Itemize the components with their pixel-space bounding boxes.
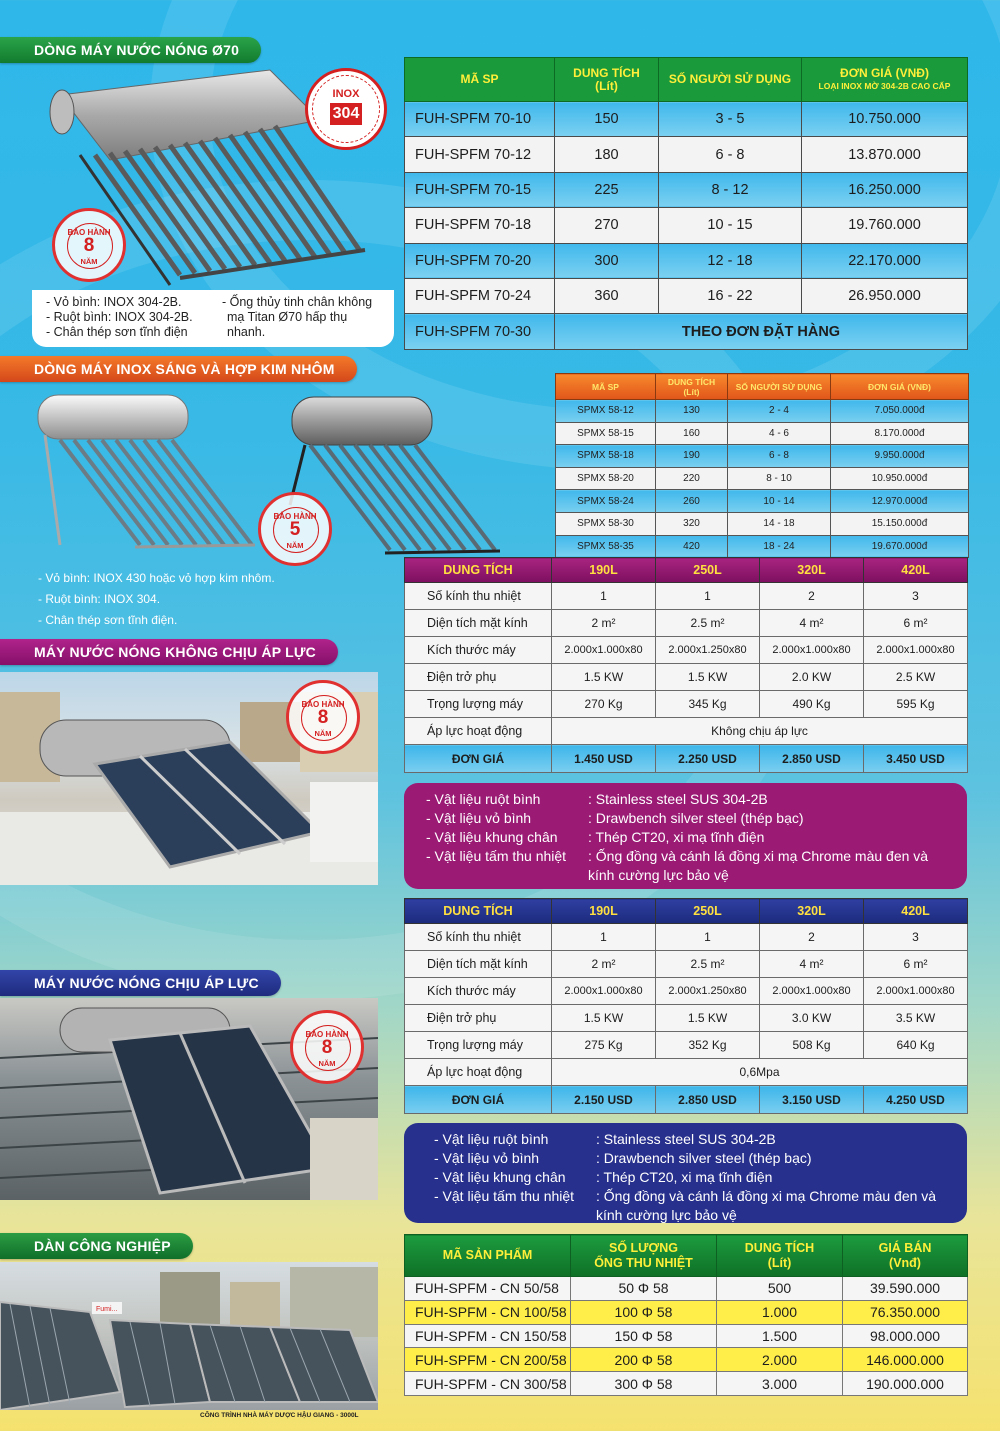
industrial-system-photo: [0, 1262, 378, 1410]
table-row: FUH-SPFM 70-20 300 12 - 18 22.170.000: [405, 243, 968, 278]
inox-304-badge: INOX 304: [305, 68, 387, 150]
materials-box-non-pressure: - Vật liệu ruột bình : Stainless steel SUS 304-2B - Vật liệu vỏ bình : Drawbench silver steel (thép bạc) - Vật liệu khung chân : Thép CT20, xi mạ tĩnh điện - Vật liệu tấm thu nhiệt : Ống đồng và cánh lá đồng xi mạ Chrome màu đen và kính cường lực bảo vệ: [404, 783, 967, 889]
table-row: Diện tích mặt kính 2 m² 2.5 m² 4 m² 6 m²: [405, 610, 968, 637]
table-row: FUH-SPFM 70-10 150 3 - 5 10.750.000: [405, 102, 968, 137]
col-header: 190L: [552, 558, 656, 583]
col-header: GIÁ BÁN (Vnđ): [843, 1235, 968, 1277]
price-table-o70: [404, 57, 968, 350]
col-header: 420L: [864, 558, 968, 583]
note-line: - Chân thép sơn tĩnh điện.: [38, 613, 178, 627]
spec-notes-inox: [38, 568, 275, 631]
note-line: mạ Titan Ø70 hấp thụ: [227, 310, 348, 324]
table-row: FUH-SPFM 70-12 180 6 - 8 13.870.000: [405, 137, 968, 172]
col-header: MÃ SP: [556, 374, 656, 400]
table-row: SPMX 58-20 220 8 - 10 10.950.000đ: [556, 467, 969, 490]
col-header: DUNG TÍCH (Lít): [656, 374, 728, 400]
table-row: Diện tích mặt kính 2 m² 2.5 m² 4 m² 6 m²: [405, 951, 968, 978]
section-banner-pressure: MÁY NƯỚC NÓNG CHỊU ÁP LỰC: [0, 970, 281, 996]
table-row: Số kính thu nhiệt 1 1 2 3: [405, 583, 968, 610]
col-header: 250L: [656, 899, 760, 924]
col-header: 250L: [656, 558, 760, 583]
note-line: - Ống thủy tinh chân không: [222, 295, 373, 309]
table-row: FUH-SPFM - CN 50/58 50 Φ 58 500 39.590.000: [405, 1277, 968, 1301]
table-row: Trọng lượng máy 275 Kg 352 Kg 508 Kg 640 Kg: [405, 1032, 968, 1059]
table-row: SPMX 58-15 160 4 - 6 8.170.000đ: [556, 422, 969, 445]
note-line: nhanh.: [227, 325, 266, 339]
table-row: FUH-SPFM 70-15 225 8 - 12 16.250.000: [405, 172, 968, 207]
materials-box-pressure: - Vật liệu ruột bình : Stainless steel SUS 304-2B - Vật liệu vỏ bình : Drawbench silver steel (thép bạc) - Vật liệu khung chân : Thép CT20, xi mạ tĩnh điện - Vật liệu tấm thu nhiệt : Ống đồng và cánh lá đồng xi mạ Chrome màu đen và kính cường lực bảo vệ: [404, 1123, 967, 1223]
col-header: MÃ SẢN PHẨM: [405, 1235, 571, 1277]
note-line: - Chân thép sơn tĩnh điện: [46, 325, 188, 339]
table-row: FUH-SPFM - CN 200/58 200 Φ 58 2.000 146.000.000: [405, 1348, 968, 1372]
table-row: Điện trở phụ 1.5 KW 1.5 KW 2.0 KW 2.5 KW: [405, 664, 968, 691]
photo-credit: CÔNG TRÌNH NHÀ MÁY DƯỢC HẬU GIANG - 3000L: [200, 1412, 359, 1419]
col-header: ĐƠN GIÁ (VNĐ) LOẠI INOX MỜ 304-2B CAO CẤP: [802, 58, 968, 102]
table-row: FUH-SPFM - CN 150/58 150 Φ 58 1.500 98.000.000: [405, 1324, 968, 1348]
sign-text: Fumi...: [96, 1306, 118, 1313]
note-line: - Vỏ bình: INOX 430 hoặc vỏ hợp kim nhôm.: [38, 571, 275, 585]
col-header: SỐ NGƯỜI SỬ DỤNG: [659, 58, 802, 102]
table-row: SPMX 58-30 320 14 - 18 15.150.000đ: [556, 512, 969, 535]
table-row: FUH-SPFM 70-18 270 10 - 15 19.760.000: [405, 208, 968, 243]
col-header: 320L: [760, 899, 864, 924]
note-line: - Ruột bình: INOX 304.: [38, 592, 161, 606]
warranty-8-years-stamp: BẢO HÀNH 8 NĂM: [52, 208, 126, 282]
col-header: 190L: [552, 899, 656, 924]
table-row: SPMX 58-18 190 6 - 8 9.950.000đ: [556, 445, 969, 468]
section-banner-non-pressure: MÁY NƯỚC NÓNG KHÔNG CHỊU ÁP LỰC: [0, 639, 338, 665]
section-banner-inox-alloy: DÒNG MÁY INOX SÁNG VÀ HỢP KIM NHÔM: [0, 356, 357, 382]
table-row: Điện trở phụ 1.5 KW 1.5 KW 3.0 KW 3.5 KW: [405, 1005, 968, 1032]
table-row: Trọng lượng máy 270 Kg 345 Kg 490 Kg 595 Kg: [405, 691, 968, 718]
table-row: FUH-SPFM 70-24 360 16 - 22 26.950.000: [405, 278, 968, 313]
warranty-8-years-stamp: BẢO HÀNH 8 NĂM: [290, 1010, 364, 1084]
table-row: SPMX 58-12 130 2 - 4 7.050.000đ: [556, 400, 969, 423]
col-header: DUNG TÍCH (Lít): [555, 58, 659, 102]
table-row: FUH-SPFM - CN 100/58 100 Φ 58 1.000 76.350.000: [405, 1300, 968, 1324]
price-row: ĐƠN GIÁ 1.450 USD 2.250 USD 2.850 USD 3.450 USD: [405, 745, 968, 773]
col-header: SỐ LƯỢNG ỐNG THU NHIỆT: [571, 1235, 717, 1277]
spec-table-non-pressure: [404, 557, 968, 773]
note-line: - Ruột bình: INOX 304-2B.: [46, 310, 193, 324]
col-header: 420L: [864, 899, 968, 924]
table-row: Số kính thu nhiệt 1 1 2 3: [405, 924, 968, 951]
table-row: Kích thước máy 2.000x1.000x80 2.000x1.250x80 2.000x1.000x80 2.000x1.000x80: [405, 978, 968, 1005]
table-row: SPMX 58-24 260 10 - 14 12.970.000đ: [556, 490, 969, 513]
price-row: ĐƠN GIÁ 2.150 USD 2.850 USD 3.150 USD 4.250 USD: [405, 1086, 968, 1114]
col-header: MÃ SP: [405, 58, 555, 102]
col-header: DUNG TÍCH: [405, 558, 552, 583]
table-row: Áp lực hoạt động 0,6Mpa: [405, 1059, 968, 1086]
col-header: DUNG TÍCH (Lít): [717, 1235, 843, 1277]
price-table-industrial: [404, 1234, 968, 1396]
section-banner-o70: DÒNG MÁY NƯỚC NÓNG Ø70: [0, 37, 261, 63]
table-row: Kích thước máy 2.000x1.000x80 2.000x1.250x80 2.000x1.000x80 2.000x1.000x80: [405, 637, 968, 664]
spec-notes-o70: [32, 290, 394, 347]
table-row: FUH-SPFM - CN 300/58 300 Φ 58 3.000 190.000.000: [405, 1372, 968, 1396]
col-header: DUNG TÍCH: [405, 899, 552, 924]
warranty-5-years-stamp: BẢO HÀNH 5 NĂM: [258, 492, 332, 566]
table-row: SPMX 58-35 420 18 - 24 19.670.000đ: [556, 535, 969, 558]
warranty-8-years-stamp: BẢO HÀNH 8 NĂM: [286, 680, 360, 754]
price-table-spmx: [555, 373, 969, 558]
spec-table-pressure: [404, 898, 968, 1114]
col-header: SỐ NGƯỜI SỬ DỤNG: [728, 374, 831, 400]
col-header: ĐƠN GIÁ (VNĐ): [831, 374, 969, 400]
col-header: 320L: [760, 558, 864, 583]
section-banner-industrial: DÀN CÔNG NGHIỆP: [0, 1233, 193, 1259]
table-row: Áp lực hoạt động Không chịu áp lực: [405, 718, 968, 745]
note-line: - Vỏ bình: INOX 304-2B.: [46, 295, 182, 309]
table-row: FUH-SPFM 70-30 THEO ĐƠN ĐẶT HÀNG: [405, 314, 968, 349]
